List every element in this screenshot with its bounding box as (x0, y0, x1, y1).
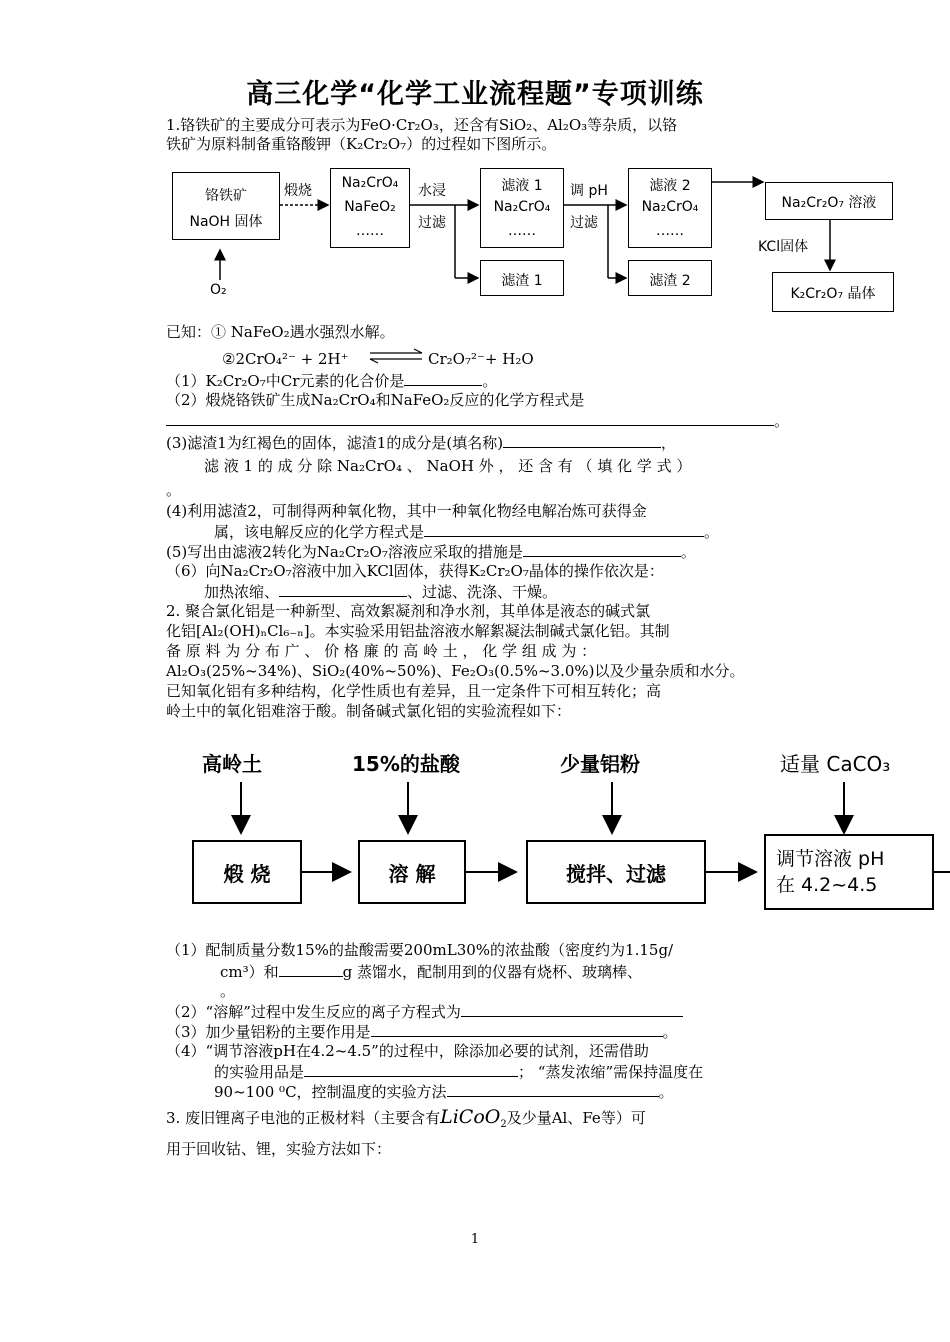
q1-known1: 已知：① NaFeO₂遇水强烈水解。 (166, 323, 395, 341)
q1-label-filter1: 过滤 (418, 215, 446, 231)
q1-box6-label: K₂Cr₂O₇ 晶体 (790, 286, 876, 302)
q1-sub3a-blank[interactable] (503, 433, 661, 448)
q1-sub3a-end: ， (661, 434, 677, 452)
equilibrium-arrow-icon (368, 347, 424, 365)
q3-para-line1 (166, 1108, 646, 1128)
q1-sub4b-end: 。 (704, 523, 720, 541)
page-number: 1 (470, 1232, 480, 1247)
q1-sub2-answer (166, 411, 789, 431)
q2-para-line3: 备 原 料 为 分 布 广 、 价 格 廉 的 高 岭 土 ， 化 学 组 成 为 ： (166, 642, 597, 660)
q2-sub1b-mid: g 蒸馏水，配制用到的仪器有烧杯、玻璃棒、 (342, 963, 643, 981)
q1-sub6a: （6）向Na₂Cr₂O₇溶液中加入KCl固体，获得K₂Cr₂O₇晶体的操作依次是： (166, 562, 664, 580)
q1-box5-label: Na₂Cr₂O₇ 溶液 (781, 195, 877, 211)
q1-box4-line2: Na₂CrO₄ (641, 199, 699, 215)
q1-sub5-text: (5)写出由滤液2转化为Na₂Cr₂O₇溶液应采取的措施是 (166, 543, 523, 561)
q2-box-adjust-ph (764, 834, 934, 910)
q2-sub4b-mid: ； “蒸发浓缩”需保持温度在 (518, 1063, 704, 1081)
q1-label-adjust-ph: 调 pH (570, 183, 608, 199)
q1-box-chromite-line1: 铬铁矿 (205, 188, 247, 204)
q2-para-line6: 岭土中的氧化铝难溶于酸。制备碱式氯化铝的实验流程如下： (166, 702, 572, 720)
q2-sub4b-text: 的实验用品是 (214, 1063, 305, 1081)
q1-sub6b-blank[interactable] (279, 582, 407, 597)
q1-box-dichromate-crystal (772, 272, 894, 312)
page-title: 高三化学“化学工业流程题”专项训练 (246, 79, 704, 110)
q2-para-line2: 化铝[Al₂(OH)ₙCl₆₋ₙ]。本实验采用铝盐溶液水解絮凝法制碱式氯化铝。其制 (166, 622, 670, 640)
q2-sub1b (220, 962, 642, 982)
q1-box2-line1: Na₂CrO₄ (341, 175, 399, 191)
q1-sub5-blank[interactable] (523, 542, 681, 557)
q3-para-line1-b: 及少量Al、Fe等）可 (506, 1109, 646, 1127)
q1-sub3a (166, 433, 676, 453)
q2-sub4c-text: 90~100 ⁰C，控制温度的实验方法 (214, 1083, 447, 1101)
q1-sub6b-text: 加热浓缩、 (204, 583, 280, 601)
q1-label-filter2: 过滤 (570, 215, 598, 231)
q2-sub4c-blank[interactable] (447, 1082, 659, 1097)
q1-box4-line3: …… (656, 223, 684, 239)
q1-label-o2: O₂ (210, 282, 227, 298)
q2-input-kaolin: 高岭土 (202, 752, 262, 776)
q1-sub2: （2）煅烧铬铁矿生成Na₂CrO₄和NaFeO₂反应的化学方程式是 (166, 391, 585, 409)
q2-sub3-end: 。 (662, 1023, 678, 1041)
q2-para-line5: 已知氧化铝有多种结构，化学性质也有差异，且一定条件下可相互转化；高 (166, 682, 662, 700)
q2-box-stir-filter-label: 搅拌、过滤 (566, 861, 666, 886)
q1-intro-line1: 1.铬铁矿的主要成分可表示为FeO·Cr₂O₃，还含有SiO₂、Al₂O₃等杂质，以铬 (166, 116, 678, 134)
q1-sub5-end: 。 (680, 543, 696, 561)
q1-box-filtrate2 (628, 168, 712, 248)
q2-input-aluminum-powder: 少量铝粉 (560, 752, 640, 776)
q1-sub4b-blank[interactable] (424, 522, 704, 537)
q1-label-calcine: 煅烧 (284, 183, 312, 199)
q2-sub4c (214, 1082, 674, 1102)
q1-sub6b-end: 、过滤、洗涤、干燥。 (407, 583, 558, 601)
q2-sub4b (214, 1062, 703, 1082)
q2-sub2-text: （2）“溶解”过程中发生反应的离子方程式为 (166, 1003, 461, 1021)
q2-sub4c-end: 。 (658, 1083, 674, 1101)
q1-box2-line3: …… (356, 223, 384, 239)
q1-sub4a: (4)利用滤渣2，可制得两种氧化物，其中一种氧化物经电解冶炼可获得金 (166, 502, 647, 520)
q1-sub4b (214, 522, 719, 542)
q1-box-chromite (172, 172, 280, 240)
q1-box3-line1: 滤液 1 (501, 178, 543, 194)
q1-known2-left: ②2CrO₄²⁻ + 2H⁺ (222, 350, 349, 368)
q2-box-stir-filter (526, 840, 706, 904)
q1-box-filtrate1 (480, 168, 564, 248)
q2-sub1b-text: cm³）和 (220, 963, 279, 981)
q1-sub1-end: 。 (482, 372, 498, 390)
q2-sub4a: （4）“调节溶液pH在4.2~4.5”的过程中，除添加必要的试剂，还需借助 (166, 1042, 649, 1060)
q1-residue1-label: 滤渣 1 (501, 273, 543, 289)
q3-para-line2: 用于回收钴、锂，实验方法如下： (166, 1140, 392, 1158)
q1-box2-line2: NaFeO₂ (344, 199, 396, 215)
q2-input-caco3: 适量 CaCO₃ (780, 752, 891, 776)
q2-sub1b-blank[interactable] (279, 962, 343, 977)
q1-sub5 (166, 542, 696, 562)
q2-para-line4: Al₂O₃(25%~34%)、SiO₂(40%~50%)、Fe₂O₃(0.5%~3.0%)以及少量杂质和水分。 (166, 662, 745, 680)
q1-sub4b-text: 属，该电解反应的化学方程式是 (214, 523, 425, 541)
q1-sub3c: 。 (166, 481, 182, 499)
q2-sub1a: （1）配制质量分数15%的盐酸需要200mL30%的浓盐酸（密度约为1.15g/ (166, 941, 674, 959)
q3-formula-sub: 2 (500, 1119, 507, 1130)
q1-box-chromite-line2: NaOH 固体 (189, 214, 263, 230)
q1-box3-line3: …… (508, 223, 536, 239)
q1-sub2-blank[interactable] (166, 411, 774, 426)
q1-label-water-leach: 水浸 (418, 183, 446, 199)
q1-box-dichromate-solution (765, 182, 893, 220)
q1-sub1-text: （1）K₂Cr₂O₇中Cr元素的化合价是 (166, 372, 405, 390)
q1-sub3b: 滤 液 1 的 成 分 除 Na₂CrO₄ 、 NaOH 外 ， 还 含 有 （ 填 化 学 式 ） (204, 457, 692, 475)
q1-intro-line2: 铁矿为原料制备重铬酸钾（K₂Cr₂O₇）的过程如下图所示。 (166, 135, 557, 153)
q2-para-line1: 2. 聚合氯化铝是一种新型、高效絮凝剂和净水剂，其单体是液态的碱式氯 (166, 602, 651, 620)
q1-sub6b (204, 582, 557, 602)
q1-box4-line1: 滤液 2 (649, 178, 691, 194)
q1-box-residue2 (628, 260, 712, 296)
q2-sub3 (166, 1022, 678, 1042)
q1-sub2-end: 。 (774, 412, 790, 430)
q3-formula: LiCoO (440, 1106, 501, 1128)
q2-box-adjust-ph-line2: 在 4.2~4.5 (776, 874, 878, 896)
q1-sub3a-text: (3)滤渣1为红褐色的固体，滤渣1的成分是(填名称) (166, 434, 504, 452)
q2-sub2-blank[interactable] (461, 1002, 683, 1017)
q2-box-adjust-ph-line1: 调节溶液 pH (776, 848, 885, 870)
q2-sub2 (166, 1002, 683, 1022)
q2-box-calcine: 煅 烧 (192, 840, 302, 904)
q2-sub4b-blank[interactable] (304, 1062, 518, 1077)
q2-sub1c: 。 (220, 982, 236, 1000)
q1-flow-diagram (160, 160, 900, 320)
q2-input-hcl: 15%的盐酸 (352, 752, 460, 776)
q1-known2-right: Cr₂O₇²⁻+ H₂O (428, 350, 534, 368)
q2-sub3-text: （3）加少量铝粉的主要作用是 (166, 1023, 371, 1041)
q2-sub3-blank[interactable] (371, 1022, 663, 1037)
q3-para-line1-a: 3. 废旧锂离子电池的正极材料（主要含有 (166, 1109, 441, 1127)
q1-residue2-label: 滤渣 2 (649, 273, 691, 289)
q1-box-sodium-chromate (330, 168, 410, 248)
q1-sub1 (166, 371, 497, 391)
q1-sub1-blank[interactable] (404, 371, 482, 386)
q1-label-kcl: KCl固体 (758, 239, 809, 255)
q1-box-residue1 (480, 260, 564, 296)
q1-box3-line2: Na₂CrO₄ (493, 199, 551, 215)
q2-flow-diagram (170, 730, 950, 930)
q2-box-dissolve: 溶 解 (358, 840, 466, 904)
